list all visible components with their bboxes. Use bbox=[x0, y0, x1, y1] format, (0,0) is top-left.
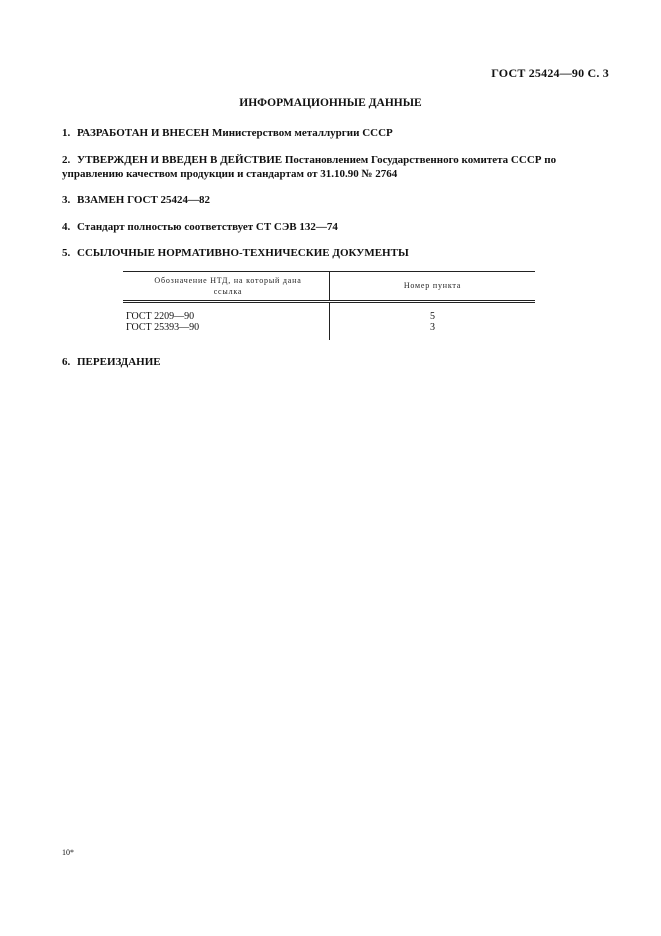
column-header-document: Обозначение НТД, на который дана ссылка bbox=[154, 276, 302, 296]
item-number: 2. bbox=[62, 154, 71, 166]
item-lead: ССЫЛОЧНЫЕ НОРМАТИВНО-ТЕХНИЧЕСКИЕ ДОКУМЕНТЫ bbox=[77, 247, 409, 259]
table-cell-document: ГОСТ 25393—90 bbox=[126, 322, 200, 333]
table-cell-document: ГОСТ 2209—90 bbox=[126, 311, 195, 322]
reference-table bbox=[123, 271, 535, 340]
table-cell-clause: 3 bbox=[430, 322, 435, 333]
list-item bbox=[62, 153, 607, 181]
item-number: 5. bbox=[62, 247, 71, 259]
list-item bbox=[62, 126, 607, 140]
list-item bbox=[62, 246, 607, 260]
item-lead: УТВЕРЖДЕН И ВВЕДЕН В ДЕЙСТВИЕ bbox=[77, 154, 283, 166]
item-text: Министерством металлургии СССР bbox=[211, 127, 393, 139]
item-lead: ВЗАМЕН ГОСТ 25424—82 bbox=[77, 194, 211, 206]
list-item bbox=[62, 355, 607, 369]
item-number: 3. bbox=[62, 194, 71, 206]
item-number: 6. bbox=[62, 356, 71, 368]
table-cell-clause: 5 bbox=[430, 311, 435, 322]
page-title: ИНФОРМАЦИОННЫЕ ДАННЫЕ bbox=[239, 97, 422, 109]
table-header-rule bbox=[123, 300, 535, 301]
item-lead: ПЕРЕИЗДАНИЕ bbox=[77, 356, 161, 368]
page-footnote-mark: 10* bbox=[62, 848, 74, 857]
item-text: Постановлением Государственного комитета СССР по управлению качеством продукции и стандартам от 31.10.90 № 2764 bbox=[62, 154, 557, 180]
document-reference: ГОСТ 25424—90 С. 3 bbox=[491, 66, 609, 80]
list-item bbox=[62, 220, 607, 234]
item-number: 1. bbox=[62, 127, 71, 139]
item-text: Стандарт полностью соответствует СТ СЭВ 132—74 bbox=[77, 221, 338, 233]
item-lead: РАЗРАБОТАН И ВНЕСЕН bbox=[77, 127, 210, 139]
item-number: 4. bbox=[62, 221, 71, 233]
column-header-clause: Номер пункта bbox=[403, 281, 462, 290]
list-item bbox=[62, 193, 607, 207]
